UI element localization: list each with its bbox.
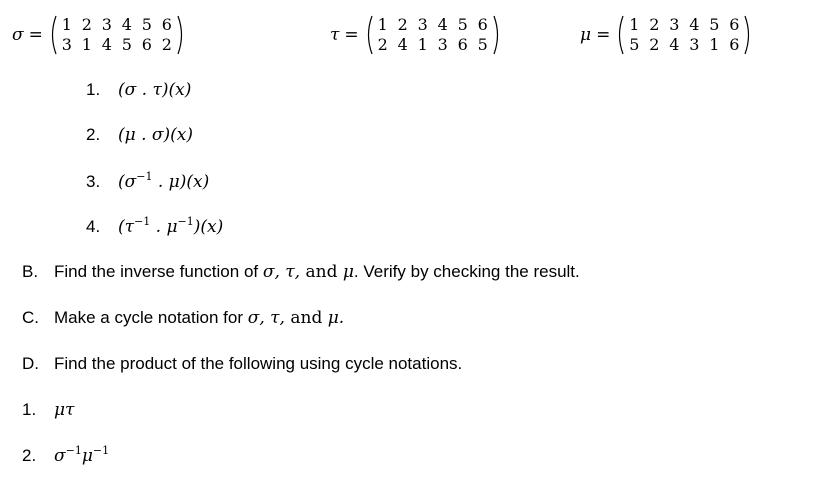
expression-part: . μ)(x) (152, 172, 210, 192)
matrix-cell: 3 (417, 15, 428, 34)
list-item (86, 215, 223, 237)
section-d (22, 354, 462, 374)
matrix-cell: 5 (141, 15, 152, 34)
and-word: and (300, 262, 343, 282)
matrix-cell: 5 (457, 15, 468, 34)
list-item (22, 444, 109, 466)
expression (118, 217, 223, 237)
matrix-cell: 3 (669, 15, 680, 34)
expression (54, 446, 109, 466)
expression: (σ . τ)(x) (118, 80, 192, 100)
section-text: Find the product of the following using cycle notations. (54, 354, 463, 373)
matrix-cell: 3 (689, 35, 700, 54)
section-text: Make a cycle notation for (54, 308, 248, 327)
section-text: . Verify by checking the result. (353, 262, 580, 281)
matrix-cell: 3 (101, 15, 112, 34)
right-paren (177, 15, 186, 55)
expression-part: (τ (118, 217, 135, 237)
section-letter: C. (22, 308, 39, 327)
list-item (86, 170, 209, 192)
permutation-symbol: σ (12, 25, 24, 45)
section-text: Find the inverse function of (54, 262, 263, 281)
exponent: −1 (92, 444, 110, 457)
matrix-cell: 6 (161, 15, 172, 34)
permutation-matrix (57, 15, 177, 55)
right-paren (744, 15, 753, 55)
matrix-cell: 2 (649, 35, 660, 54)
permutation-matrix (373, 15, 493, 55)
permutation-tau (330, 10, 502, 60)
left-paren (615, 15, 624, 55)
left-paren (364, 15, 373, 55)
permutation-mu (580, 10, 753, 60)
math-symbols: σ, τ, (247, 308, 285, 328)
matrix-cell: 4 (121, 15, 132, 34)
section-c (22, 308, 344, 328)
section-b (22, 262, 580, 282)
permutation-matrix (624, 15, 744, 55)
matrix-cell: 1 (61, 15, 72, 34)
matrix-cell: 6 (141, 35, 152, 54)
expression-part: )(x) (193, 217, 224, 237)
matrix-cell: 2 (397, 15, 408, 34)
list-number: 1. (22, 400, 37, 419)
expression-part: . μ (150, 217, 178, 237)
right-paren (493, 15, 502, 55)
matrix-cell: 1 (81, 35, 92, 54)
list-number: 2. (86, 125, 101, 144)
matrix-cell: 2 (649, 15, 660, 34)
expression: (μ . σ)(x) (118, 125, 193, 145)
list-number: 3. (86, 172, 101, 191)
section-letter: D. (22, 354, 39, 373)
permutation-symbol: μ (580, 25, 592, 45)
exponent: −1 (136, 170, 153, 183)
left-paren (48, 15, 57, 55)
permutation-symbol: τ (330, 25, 340, 45)
expression: μτ (54, 400, 75, 420)
matrix-cell: 4 (101, 35, 112, 54)
matrix-cell: 5 (709, 15, 720, 34)
list-item (22, 400, 74, 420)
matrix-cell: 6 (729, 35, 740, 54)
list-item (86, 125, 193, 145)
matrix-cell: 5 (629, 35, 640, 54)
section-letter: B. (22, 262, 39, 281)
list-number: 1. (86, 80, 101, 99)
list-number: 4. (86, 217, 101, 236)
expression (118, 172, 209, 192)
matrix-cell: 4 (669, 35, 680, 54)
matrix-cell: 3 (61, 35, 72, 54)
equals-sign: = (596, 25, 611, 45)
matrix-cell: 6 (729, 15, 740, 34)
matrix-cell: 3 (437, 35, 448, 54)
matrix-cell: 4 (437, 15, 448, 34)
permutation-sigma (12, 10, 186, 60)
matrix-cell: 6 (477, 15, 488, 34)
equals-sign: = (344, 25, 359, 45)
matrix-cell: 1 (709, 35, 720, 54)
matrix-cell: 1 (377, 15, 388, 34)
matrix-cell: 1 (417, 35, 428, 54)
matrix-cell: 4 (689, 15, 700, 34)
math-symbol: μ. (327, 308, 345, 328)
matrix-cell: 2 (81, 15, 92, 34)
exponent: −1 (65, 444, 82, 457)
matrix-cell: 5 (477, 35, 488, 54)
expression-part: μ (81, 446, 93, 466)
and-word: and (284, 308, 328, 328)
matrix-cell: 2 (377, 35, 388, 54)
matrix-cell: 6 (457, 35, 468, 54)
matrix-cell: 2 (161, 35, 172, 54)
expression-part: σ (54, 446, 66, 466)
equals-sign: = (28, 25, 43, 45)
expression-part: (σ (118, 172, 137, 192)
exponent: −1 (134, 215, 151, 228)
matrix-cell: 5 (121, 35, 132, 54)
matrix-cell: 1 (629, 15, 640, 34)
exponent: −1 (177, 215, 194, 228)
list-number: 2. (22, 446, 37, 465)
math-symbol: μ (342, 262, 354, 282)
list-item (86, 80, 191, 100)
math-symbols: σ, τ, (262, 262, 301, 282)
matrix-cell: 4 (397, 35, 408, 54)
